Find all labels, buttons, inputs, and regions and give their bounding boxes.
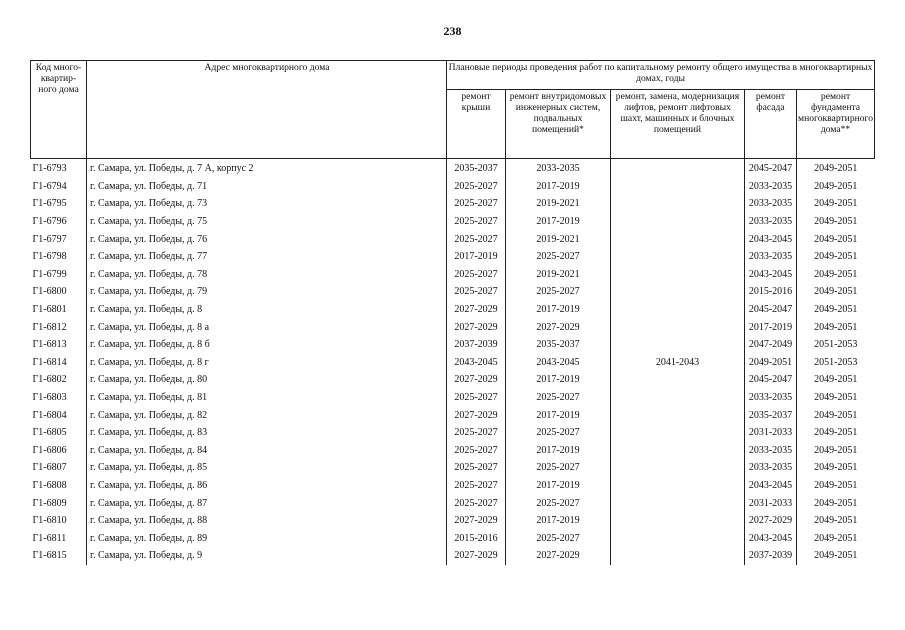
- row-facade: 2043-2045: [745, 230, 797, 248]
- row-roof: 2017-2019: [454, 251, 498, 263]
- row-systems: 2019-2021: [506, 266, 611, 284]
- row-address: г. Самара, ул. Победы, д. 73: [87, 195, 447, 213]
- row-address: г. Самара, ул. Победы, д. 8 б: [87, 336, 447, 354]
- row-elevators: [611, 547, 745, 565]
- row-systems: 2019-2021: [506, 230, 611, 248]
- row-address: г. Самара, ул. Победы, д. 77: [87, 248, 447, 266]
- row-facade: 2015-2016: [745, 283, 797, 301]
- row-address: г. Самара, ул. Победы, д. 78: [87, 266, 447, 284]
- row-foundation: 2049-2051: [814, 409, 858, 421]
- row-elevators: [611, 266, 745, 284]
- row-elevators: [611, 213, 745, 231]
- row-facade: 2031-2033: [745, 494, 797, 512]
- row-systems: 2017-2019: [506, 512, 611, 530]
- row-roof: 2025-2027: [454, 216, 498, 228]
- row-facade: 2043-2045: [745, 266, 797, 284]
- row-elevators: [611, 477, 745, 495]
- row-roof: 2025-2027: [454, 233, 498, 245]
- row-systems: 2017-2019: [506, 301, 611, 319]
- row-facade: 2027-2029: [745, 512, 797, 530]
- row-code: Г1-6802: [31, 371, 87, 389]
- row-address: г. Самара, ул. Победы, д. 7 А, корпус 2: [87, 159, 447, 178]
- row-roof: 2025-2027: [454, 198, 498, 210]
- row-elevators: [611, 406, 745, 424]
- table-row: [31, 318, 875, 336]
- row-elevators: [611, 424, 745, 442]
- row-address: г. Самара, ул. Победы, д. 89: [87, 529, 447, 547]
- row-code: Г1-6800: [31, 283, 87, 301]
- row-facade: 2033-2035: [745, 442, 797, 460]
- row-code: Г1-6808: [31, 477, 87, 495]
- row-code: Г1-6806: [31, 442, 87, 460]
- table-body: [31, 159, 875, 565]
- row-roof: 2025-2027: [454, 479, 498, 491]
- row-systems: 2019-2021: [506, 195, 611, 213]
- row-facade: 2043-2045: [745, 477, 797, 495]
- row-elevators: [611, 283, 745, 301]
- row-code: Г1-6804: [31, 406, 87, 424]
- table-row: [31, 512, 875, 530]
- row-foundation: 2049-2051: [814, 286, 858, 298]
- repair-schedule-table: [30, 60, 875, 565]
- row-foundation: 2049-2051: [814, 427, 858, 439]
- row-foundation: 2049-2051: [814, 304, 858, 316]
- row-roof: 2025-2027: [454, 268, 498, 280]
- row-address: г. Самара, ул. Победы, д. 87: [87, 494, 447, 512]
- row-systems: 2043-2045: [506, 354, 611, 372]
- row-facade: 2047-2049: [745, 336, 797, 354]
- row-elevators: [611, 442, 745, 460]
- row-foundation: 2049-2051: [814, 479, 858, 491]
- table-row: [31, 266, 875, 284]
- row-code: Г1-6796: [31, 213, 87, 231]
- row-roof: 2027-2029: [454, 409, 498, 421]
- row-facade: 2035-2037: [745, 406, 797, 424]
- table-row: [31, 301, 875, 319]
- row-elevators: [611, 230, 745, 248]
- row-foundation: 2049-2051: [814, 180, 858, 192]
- row-elevators: 2041-2043: [611, 354, 745, 372]
- row-code: Г1-6811: [31, 529, 87, 547]
- row-code: Г1-6803: [31, 389, 87, 407]
- row-systems: 2017-2019: [506, 371, 611, 389]
- row-address: г. Самара, ул. Победы, д. 86: [87, 477, 447, 495]
- row-systems: 2025-2027: [506, 389, 611, 407]
- row-systems: 2017-2019: [506, 406, 611, 424]
- row-foundation: 2049-2051: [814, 216, 858, 228]
- row-code: Г1-6799: [31, 266, 87, 284]
- table-row: [31, 477, 875, 495]
- row-elevators: [611, 159, 745, 178]
- row-foundation: 2049-2051: [814, 515, 858, 527]
- table-row: [31, 230, 875, 248]
- row-roof: 2025-2027: [454, 392, 498, 404]
- row-roof: 2027-2029: [454, 304, 498, 316]
- table-row: [31, 354, 875, 372]
- row-elevators: [611, 178, 745, 196]
- row-facade: 2049-2051: [745, 354, 797, 372]
- row-facade: 2045-2047: [745, 371, 797, 389]
- row-elevators: [611, 512, 745, 530]
- row-systems: 2017-2019: [506, 442, 611, 460]
- row-address: г. Самара, ул. Победы, д. 85: [87, 459, 447, 477]
- table-row: [31, 283, 875, 301]
- header-facade: ремонт фасада: [745, 90, 797, 159]
- header-elevators: ремонт, замена, модернизация лифтов, ремонт лифтовых шахт, машинных и блочных помещений: [611, 90, 745, 159]
- row-roof: 2025-2027: [454, 427, 498, 439]
- row-elevators: [611, 301, 745, 319]
- row-roof: 2027-2029: [454, 550, 498, 562]
- row-systems: 2025-2027: [506, 283, 611, 301]
- row-code: Г1-6805: [31, 424, 87, 442]
- table-row: [31, 406, 875, 424]
- header-address: Адрес многоквартирного дома: [87, 61, 447, 159]
- row-facade: 2045-2047: [745, 301, 797, 319]
- row-foundation: 2049-2051: [814, 532, 858, 544]
- row-code: Г1-6813: [31, 336, 87, 354]
- row-code: Г1-6793: [31, 159, 87, 178]
- header-periods: Плановые периоды проведения работ по капитальному ремонту общего имущества в многоквартирных домах, годы: [447, 61, 875, 90]
- row-code: Г1-6809: [31, 494, 87, 512]
- table-header: [31, 61, 875, 159]
- row-address: г. Самара, ул. Победы, д. 79: [87, 283, 447, 301]
- row-facade: 2033-2035: [745, 213, 797, 231]
- row-systems: 2017-2019: [506, 178, 611, 196]
- row-systems: 2025-2027: [506, 529, 611, 547]
- row-foundation: 2051-2053: [814, 339, 858, 351]
- row-foundation: 2051-2053: [814, 356, 858, 368]
- row-foundation: 2049-2051: [814, 374, 858, 386]
- row-code: Г1-6810: [31, 512, 87, 530]
- row-systems: 2027-2029: [506, 318, 611, 336]
- header-foundation: ремонт фундамента многоквартирного дома**: [797, 90, 875, 159]
- row-code: Г1-6798: [31, 248, 87, 266]
- row-address: г. Самара, ул. Победы, д. 75: [87, 213, 447, 231]
- row-facade: 2033-2035: [745, 178, 797, 196]
- row-foundation: 2049-2051: [814, 233, 858, 245]
- row-code: Г1-6797: [31, 230, 87, 248]
- row-address: г. Самара, ул. Победы, д. 76: [87, 230, 447, 248]
- table-row: [31, 195, 875, 213]
- row-facade: 2045-2047: [745, 159, 797, 178]
- row-systems: 2025-2027: [506, 248, 611, 266]
- row-address: г. Самара, ул. Победы, д. 88: [87, 512, 447, 530]
- row-foundation: 2049-2051: [814, 497, 858, 509]
- row-roof: 2027-2029: [454, 374, 498, 386]
- row-roof: 2025-2027: [454, 180, 498, 192]
- table-row: [31, 459, 875, 477]
- row-foundation: 2049-2051: [814, 268, 858, 280]
- row-elevators: [611, 195, 745, 213]
- row-roof: 2027-2029: [454, 321, 498, 333]
- row-systems: 2017-2019: [506, 213, 611, 231]
- row-facade: 2031-2033: [745, 424, 797, 442]
- table-row: [31, 424, 875, 442]
- row-elevators: [611, 529, 745, 547]
- row-roof: 2037-2039: [454, 339, 498, 351]
- row-facade: 2033-2035: [745, 459, 797, 477]
- row-systems: 2027-2029: [506, 547, 611, 565]
- row-code: Г1-6801: [31, 301, 87, 319]
- row-address: г. Самара, ул. Победы, д. 84: [87, 442, 447, 460]
- row-facade: 2033-2035: [745, 248, 797, 266]
- row-roof: 2027-2029: [454, 515, 498, 527]
- row-elevators: [611, 371, 745, 389]
- row-address: г. Самара, ул. Победы, д. 8 а: [87, 318, 447, 336]
- row-code: Г1-6807: [31, 459, 87, 477]
- table-row: [31, 547, 875, 565]
- row-foundation: 2049-2051: [814, 550, 858, 562]
- row-code: Г1-6795: [31, 195, 87, 213]
- table-row: [31, 529, 875, 547]
- row-roof: 2025-2027: [454, 497, 498, 509]
- row-code: Г1-6794: [31, 178, 87, 196]
- row-foundation: 2049-2051: [814, 462, 858, 474]
- table-row: [31, 248, 875, 266]
- row-address: г. Самара, ул. Победы, д. 71: [87, 178, 447, 196]
- row-systems: 2017-2019: [506, 477, 611, 495]
- row-systems: 2025-2027: [506, 494, 611, 512]
- row-roof: 2025-2027: [454, 444, 498, 456]
- table-row: [31, 336, 875, 354]
- row-code: Г1-6815: [31, 547, 87, 565]
- row-address: г. Самара, ул. Победы, д. 81: [87, 389, 447, 407]
- row-elevators: [611, 336, 745, 354]
- table-row: [31, 494, 875, 512]
- row-foundation: 2049-2051: [814, 321, 858, 333]
- row-elevators: [611, 248, 745, 266]
- row-foundation: 2049-2051: [814, 163, 858, 175]
- row-address: г. Самара, ул. Победы, д. 80: [87, 371, 447, 389]
- row-code: Г1-6812: [31, 318, 87, 336]
- row-systems: 2035-2037: [506, 336, 611, 354]
- row-foundation: 2049-2051: [814, 392, 858, 404]
- row-systems: 2025-2027: [506, 459, 611, 477]
- row-roof: 2035-2037: [454, 163, 498, 175]
- row-roof: 2025-2027: [454, 462, 498, 474]
- row-address: г. Самара, ул. Победы, д. 8 г: [87, 354, 447, 372]
- row-elevators: [611, 494, 745, 512]
- header-code: Код много-квартир-ного дома: [31, 61, 87, 159]
- table-row: [31, 178, 875, 196]
- row-facade: 2017-2019: [745, 318, 797, 336]
- row-facade: 2043-2045: [745, 529, 797, 547]
- row-roof: 2025-2027: [454, 286, 498, 298]
- row-systems: 2033-2035: [506, 159, 611, 178]
- header-roof: ремонт крыши: [447, 90, 506, 159]
- row-address: г. Самара, ул. Победы, д. 8: [87, 301, 447, 319]
- row-elevators: [611, 318, 745, 336]
- row-address: г. Самара, ул. Победы, д. 83: [87, 424, 447, 442]
- header-systems: ремонт внутридомовых инженерных систем, подвальных помещений*: [506, 90, 611, 159]
- row-facade: 2033-2035: [745, 195, 797, 213]
- row-address: г. Самара, ул. Победы, д. 9: [87, 547, 447, 565]
- row-foundation: 2049-2051: [814, 251, 858, 263]
- row-facade: 2037-2039: [745, 547, 797, 565]
- row-systems: 2025-2027: [506, 424, 611, 442]
- row-foundation: 2049-2051: [814, 444, 858, 456]
- table-row: [31, 159, 875, 178]
- table-row: [31, 213, 875, 231]
- row-elevators: [611, 389, 745, 407]
- table-row: [31, 371, 875, 389]
- row-roof: 2043-2045: [454, 356, 498, 368]
- row-foundation: 2049-2051: [814, 198, 858, 210]
- table-row: [31, 442, 875, 460]
- row-roof: 2015-2016: [454, 532, 498, 544]
- page-number: 238: [443, 24, 462, 38]
- row-facade: 2033-2035: [745, 389, 797, 407]
- row-address: г. Самара, ул. Победы, д. 82: [87, 406, 447, 424]
- row-elevators: [611, 459, 745, 477]
- row-code: Г1-6814: [31, 354, 87, 372]
- table-row: [31, 389, 875, 407]
